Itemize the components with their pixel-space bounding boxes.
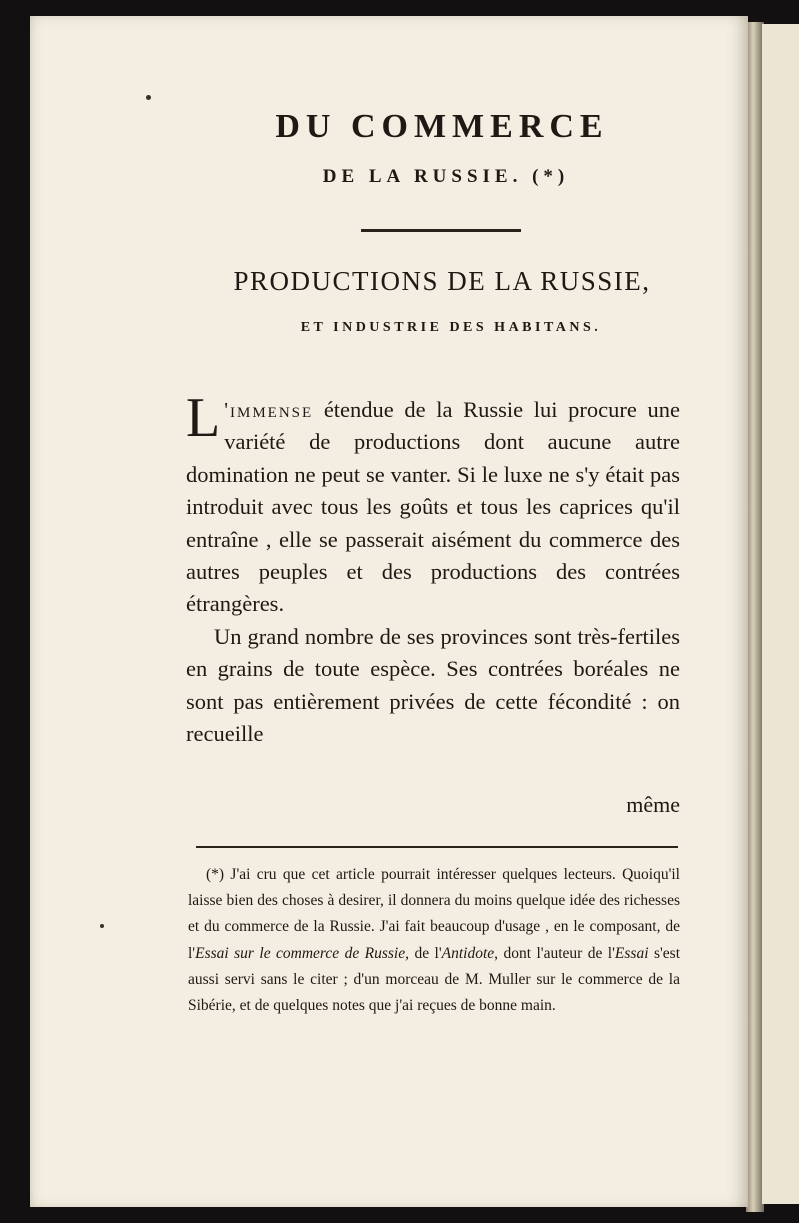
- paragraph-2: Un grand nombre de ses provinces sont très-fertiles en grains de toute espèce. Ses contrées boréales ne sont pas entièrement privées de cette fécondité : on recueille: [186, 623, 680, 747]
- footnote-part: , dont l'auteur de l': [494, 944, 615, 962]
- drop-cap: L: [186, 387, 221, 449]
- page-subtitle: DE LA RUSSIE. (*): [322, 166, 570, 187]
- facing-page-edge: [762, 24, 799, 1204]
- footnote-italic-title: Essai: [614, 944, 649, 962]
- body-text: [186, 387, 680, 750]
- footnote: [188, 862, 680, 1019]
- footnote-divider: [196, 846, 678, 848]
- page-title: DU COMMERCE: [275, 108, 609, 145]
- footnote-part: s'est aussi servi sans le citer ; d'un morceau de M. Muller sur le commerce de la Sibérie, et de quelques notes que j'ai reçues de bonne main.: [188, 944, 680, 1015]
- ink-spot: [100, 924, 104, 928]
- lead-word: 'immense: [224, 398, 314, 422]
- section-subheading: ET INDUSTRIE DES HABITANS.: [300, 320, 602, 335]
- footnote-text: [188, 862, 680, 1019]
- paragraph-1: [186, 387, 680, 621]
- footnote-italic-title: Essai sur le commerce de Russie: [195, 944, 406, 962]
- footnote-part: (*) J'ai cru que cet article pourrait intéresser quelques lecteurs. Quoiqu'il laisse bien des choses à desirer, il donnera du moins quelque idée des richesses et du commerce de la Russie. J'ai fait beaucoup d'usage , en le composant, de l': [188, 866, 680, 962]
- title-divider: [361, 229, 521, 232]
- catchword: même: [626, 792, 680, 817]
- footnote-italic-title: Antidote: [441, 944, 495, 962]
- paragraph-1-text: étendue de la Russie lui procure une variété de productions dont aucune autre domination ne peut se vanter. Si le luxe ne s'y était pas introduit avec tous les goûts et tous les caprices qu'il entraîne , elle se passerait aisément du commerce des autres peuples et des productions des contrées étrangères.: [186, 397, 680, 617]
- book-page: [30, 16, 748, 1207]
- section-heading: PRODUCTIONS DE LA RUSSIE,: [233, 266, 651, 296]
- footnote-part: , de l': [405, 944, 442, 962]
- ink-spot: [146, 95, 151, 100]
